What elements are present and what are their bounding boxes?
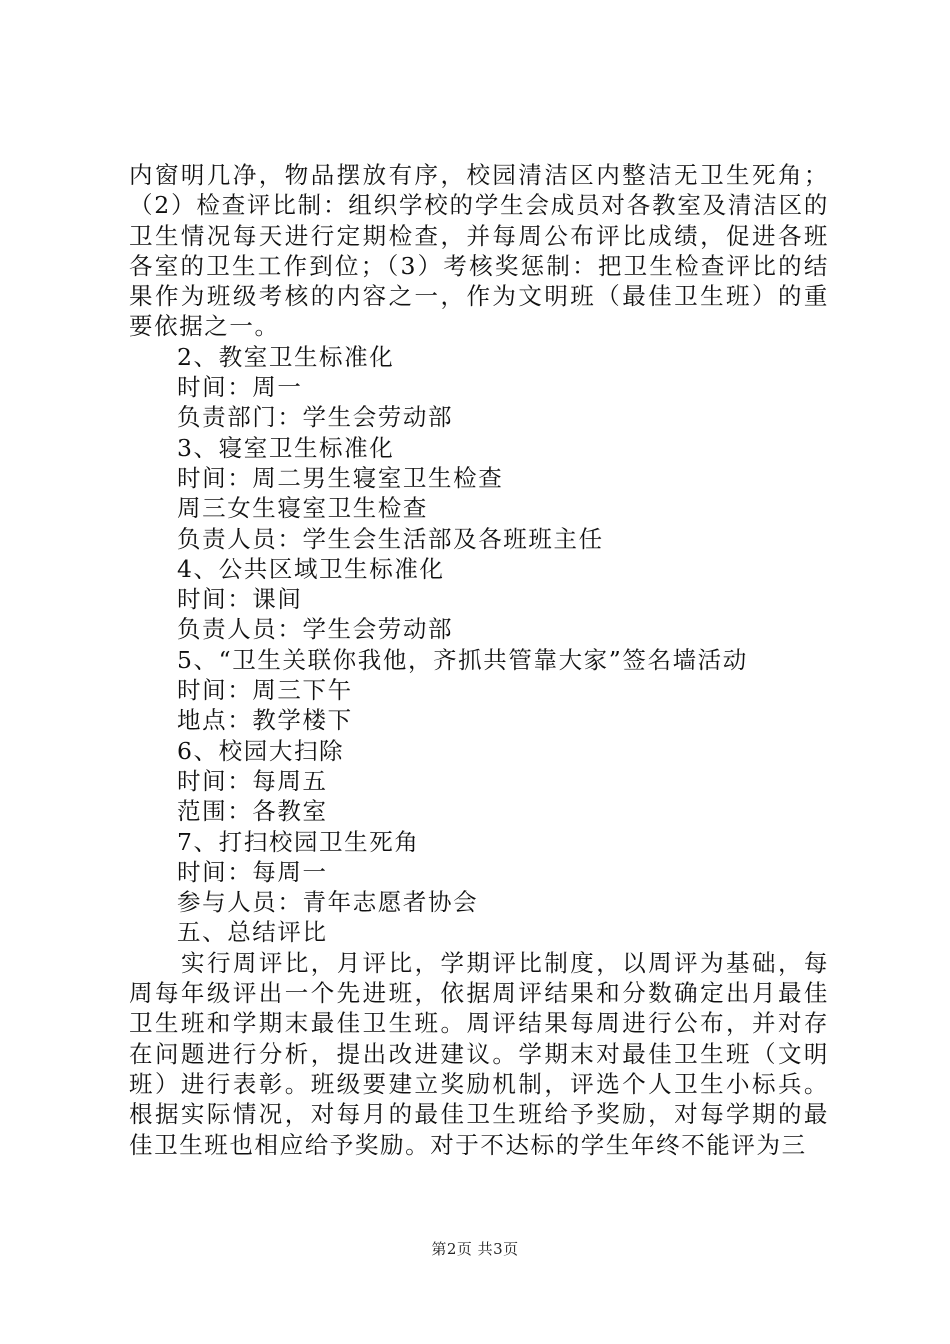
schedule-line: 时间：周二男生寝室卫生检查 xyxy=(177,463,504,492)
document-body xyxy=(129,160,829,1160)
summary-paragraph: 实行周评比，月评比，学期评比制度，以周评为基础，每周每年级评出一个先进班，依据周评结果和分数确定出月最佳卫生班和学期末最佳卫生班。周评结果每周进行公布，并对存在问题进行分析，提出改进建议。学期末对最佳卫生班（文明班）进行表彰。班级要建立奖励机制，评选个人卫生小标兵。根据实际情况，对每月的最佳卫生班给予奖励，对每学期的最佳卫生班也相应给予奖励。对于不达标的学生年终不能评为三 xyxy=(129,948,829,1159)
schedule-line: 负责人员：学生会生活部及各班班主任 xyxy=(177,524,604,553)
schedule-line: 5、“卫生关联你我他，齐抓共管靠大家”签名墙活动 xyxy=(177,645,748,674)
schedule-line: 2、教室卫生标准化 xyxy=(177,342,395,371)
schedule-line: 4、公共区域卫生标准化 xyxy=(177,554,445,583)
schedule-line: 负责人员：学生会劳动部 xyxy=(177,615,454,644)
schedule-line: 地点：教学楼下 xyxy=(177,706,353,735)
schedule-line: 五、总结评比 xyxy=(177,918,328,947)
schedule-line: 周三女生寝室卫生检查 xyxy=(177,494,428,523)
schedule-line: 6、校园大扫除 xyxy=(177,736,345,765)
page-footer: 第2页 共3页 xyxy=(431,1240,519,1258)
schedule-line: 3、寝室卫生标准化 xyxy=(177,433,395,462)
schedule-line: 时间：周三下午 xyxy=(177,676,353,705)
continued-paragraph: 内窗明几净，物品摆放有序，校园清洁区内整洁无卫生死角；（2）检查评比制：组织学校的学生会成员对各教室及清洁区的卫生情况每天进行定期检查，并每周公布评比成绩，促进各班各室的卫生工作到位；（3）考核奖惩制：把卫生检查评比的结果作为班级考核的内容之一，作为文明班（最佳卫生班）的重要依据之一。 xyxy=(129,161,829,341)
schedule-line: 时间：每周五 xyxy=(177,766,328,795)
schedule-line: 负责部门：学生会劳动部 xyxy=(177,403,454,432)
schedule-list xyxy=(129,342,829,948)
schedule-line: 时间：周一 xyxy=(177,373,303,402)
schedule-line: 时间：课间 xyxy=(177,585,303,614)
schedule-line: 7、打扫校园卫生死角 xyxy=(177,827,420,856)
schedule-line: 时间：每周一 xyxy=(177,857,328,886)
schedule-line: 范围：各教室 xyxy=(177,797,328,826)
schedule-line: 参与人员：青年志愿者协会 xyxy=(177,888,479,917)
